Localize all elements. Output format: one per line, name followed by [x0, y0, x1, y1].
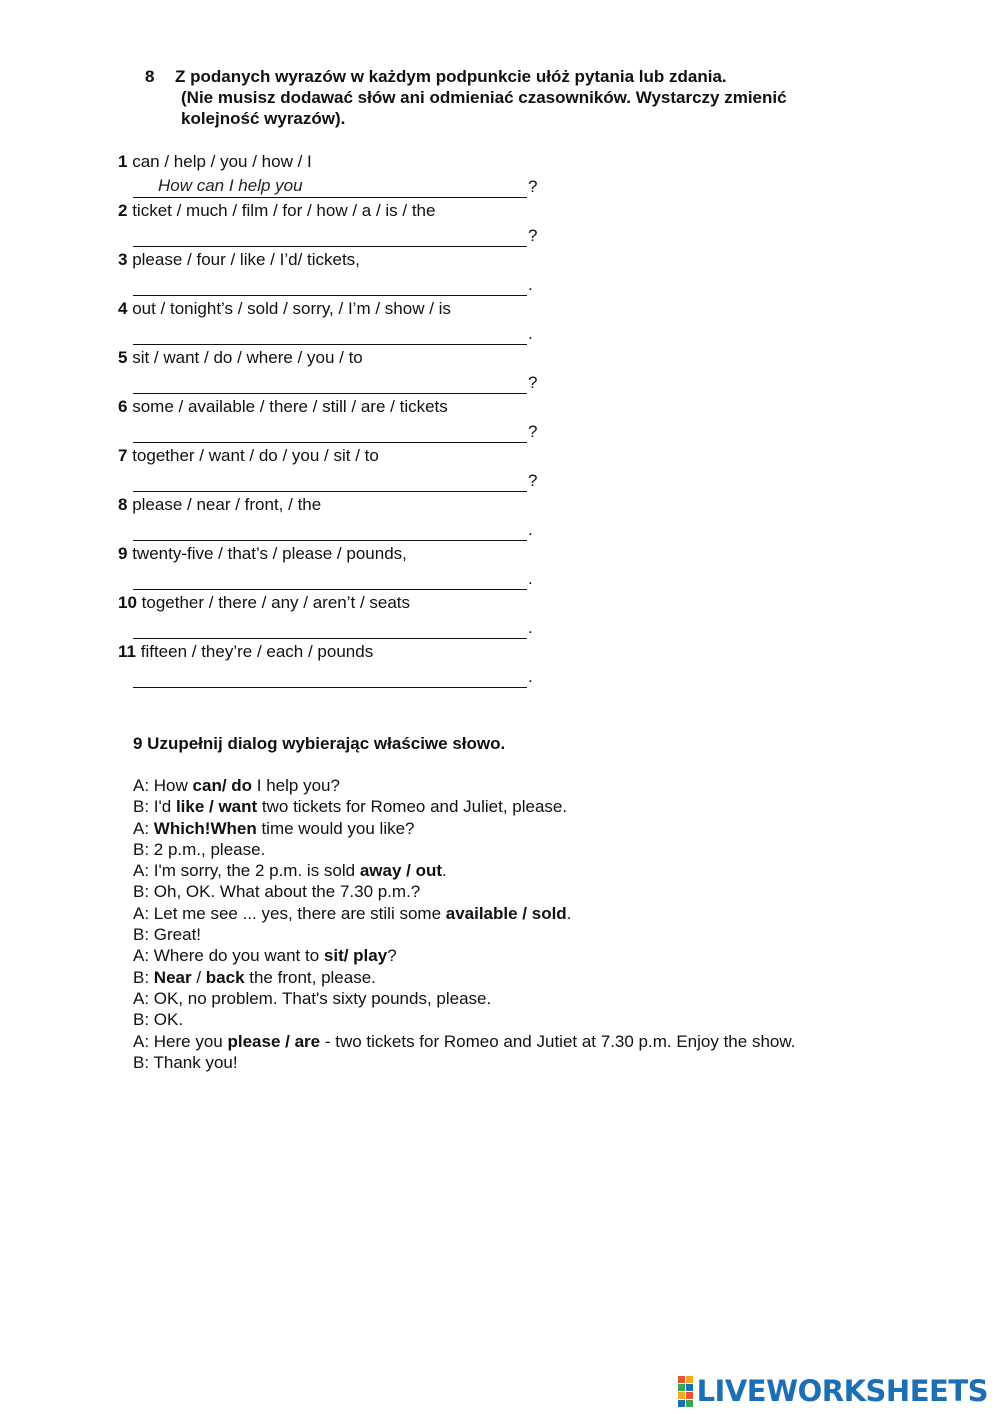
word-choice[interactable]: please / are [227, 1031, 321, 1051]
dialog-text: A: Where do you want to [133, 946, 324, 966]
answer-input[interactable] [133, 615, 527, 639]
answer-row [133, 321, 578, 346]
dialog-text: B: 2 p.m., please. [133, 839, 266, 859]
scrambled-words [118, 297, 578, 321]
exercise-8-items [118, 150, 578, 689]
dialog-text: - two tickets for Romeo and Jutiet at 7.30 p.m. Enjoy the show. [320, 1031, 796, 1051]
scrambled-words [118, 542, 578, 566]
answer-row [133, 517, 578, 542]
word-choice[interactable]: available / sold [445, 903, 567, 923]
exercise-item [118, 395, 578, 444]
dialog-text: two tickets for Romeo and Juliet, please. [257, 797, 568, 817]
scrambled-words [118, 493, 578, 517]
word-list: please / four / like / I’d/ tickets, [132, 250, 360, 269]
item-number: 3 [118, 250, 128, 269]
dialog-text: B: Oh, OK. What about the 7.30 p.m.? [133, 882, 421, 902]
dialog-text: A: [133, 818, 154, 838]
dialog-text: the front, please. [244, 967, 376, 987]
liveworksheets-logo-text: LIVEWORKSHEETS [696, 1374, 988, 1408]
end-punctuation: ? [528, 373, 538, 392]
word-list: sit / want / do / where / you / to [132, 348, 363, 367]
answer-input[interactable] [133, 517, 527, 541]
scrambled-words [118, 150, 578, 174]
answer-input[interactable] [133, 468, 527, 492]
word-choice[interactable]: back [205, 967, 245, 987]
end-punctuation: . [528, 618, 533, 637]
answer-row [133, 272, 578, 297]
end-punctuation: . [528, 569, 533, 588]
word-choice[interactable]: like / want [175, 797, 258, 817]
dialog-line [133, 1009, 893, 1030]
answer-row [133, 664, 578, 689]
exercise-item [118, 542, 578, 591]
item-number: 2 [118, 201, 128, 220]
word-choice[interactable]: can/ do [192, 776, 253, 795]
word-list: please / near / front, / the [132, 495, 322, 514]
end-punctuation: ? [528, 177, 538, 196]
dialog-text: B: I'd [133, 797, 176, 817]
word-list: twenty-five / that’s / please / pounds, [132, 544, 407, 563]
item-number: 4 [118, 299, 128, 318]
word-list: can / help / you / how / I [132, 152, 312, 171]
liveworksheets-logo[interactable] [678, 1376, 988, 1406]
answer-input[interactable] [133, 370, 527, 394]
answer-row [133, 223, 578, 248]
word-choice[interactable]: sit/ play [323, 946, 388, 966]
dialog-line [133, 775, 893, 796]
dialog-line [133, 924, 893, 945]
liveworksheets-logo-icon [678, 1376, 693, 1407]
exercise-9-dialog [133, 775, 893, 1073]
dialog-text: B: Great! [133, 925, 202, 945]
item-number: 9 [118, 544, 128, 563]
item-number: 10 [118, 593, 137, 612]
exercise-item [118, 346, 578, 395]
end-punctuation: . [528, 520, 533, 539]
dialog-line [133, 796, 893, 817]
dialog-text: A: Here you [133, 1031, 228, 1051]
dialog-line [133, 967, 893, 988]
end-punctuation: . [528, 667, 533, 686]
answer-input[interactable] [133, 223, 527, 247]
exercise-8-number: 8 [145, 67, 155, 86]
word-choice[interactable]: Which!When [153, 818, 257, 838]
dialog-line [133, 945, 893, 966]
dialog-line [133, 839, 893, 860]
answer-input[interactable] [133, 419, 527, 443]
answer-input[interactable] [133, 664, 527, 688]
scrambled-words [118, 248, 578, 272]
dialog-line [133, 818, 893, 839]
scrambled-words [118, 640, 578, 664]
answer-input[interactable] [133, 174, 527, 198]
dialog-line [133, 860, 893, 881]
dialog-line [133, 903, 893, 924]
word-list: ticket / much / film / for / how / a / is / the [132, 201, 436, 220]
answer-row [133, 370, 578, 395]
exercise-item [118, 199, 578, 248]
answer-row [133, 174, 578, 199]
dialog-text: A: Let me see ... yes, there are stili some [133, 903, 446, 923]
end-punctuation: ? [528, 226, 538, 245]
exercise-item [118, 297, 578, 346]
answer-row [133, 615, 578, 640]
dialog-text: A: OK, no problem. That's sixty pounds, please. [133, 988, 492, 1008]
dialog-line [133, 1052, 893, 1073]
answer-input[interactable] [133, 272, 527, 296]
scrambled-words [118, 444, 578, 468]
word-choice[interactable]: away / out [359, 861, 443, 881]
end-punctuation: ? [528, 471, 538, 490]
scrambled-words [118, 591, 578, 615]
dialog-text: time would you like? [256, 818, 415, 838]
dialog-text: . [442, 861, 447, 881]
scrambled-words [118, 199, 578, 223]
dialog-text: ? [387, 946, 397, 966]
dialog-line [133, 881, 893, 902]
answer-input[interactable] [133, 321, 527, 345]
word-list: some / available / there / still / are / tickets [132, 397, 448, 416]
exercise-9-instructions: 9 Uzupełnij dialog wybierając właściwe słowo. [133, 734, 506, 753]
exercise-8-title-line-2: (Nie musisz dodawać słów ani odmieniać czasowników. Wystarczy zmienić [181, 88, 787, 107]
answer-row [133, 419, 578, 444]
exercise-8-title-line-3: kolejność wyrazów). [181, 109, 346, 128]
dialog-text: / [191, 967, 206, 987]
word-list: together / there / any / aren’t / seats [141, 593, 411, 612]
dialog-line [133, 988, 893, 1009]
scrambled-words [118, 395, 578, 419]
exercise-item [118, 150, 578, 199]
answer-input[interactable] [133, 566, 527, 590]
dialog-text: B: [133, 967, 154, 987]
exercise-item [118, 493, 578, 542]
item-number: 5 [118, 348, 128, 367]
dialog-text: A: How [133, 776, 193, 795]
item-number: 7 [118, 446, 128, 465]
dialog-text: B: OK. [133, 1010, 184, 1030]
end-punctuation: . [528, 324, 533, 343]
dialog-text: I help you? [252, 776, 340, 795]
answer-row [133, 566, 578, 591]
word-list: together / want / do / you / sit / to [132, 446, 379, 465]
scrambled-words [118, 346, 578, 370]
word-choice[interactable]: Near [153, 967, 192, 987]
end-punctuation: . [528, 275, 533, 294]
item-number: 11 [118, 642, 136, 661]
word-list: out / tonight’s / sold / sorry, / I’m / show / is [132, 299, 451, 318]
dialog-text: B: Thank you! [133, 1052, 238, 1072]
item-number: 1 [118, 152, 128, 171]
exercise-item [118, 591, 578, 640]
item-number: 8 [118, 495, 128, 514]
exercise-item [118, 248, 578, 297]
word-list: fifteen / they’re / each / pounds [140, 642, 374, 661]
dialog-text: A: I'm sorry, the 2 p.m. is sold [133, 861, 360, 881]
exercise-8-title-line-1: Z podanych wyrazów w każdym podpunkcie ułóż pytania lub zdania. [175, 67, 727, 86]
exercise-item [118, 640, 578, 689]
answer-row [133, 468, 578, 493]
dialog-text: . [566, 903, 572, 923]
end-punctuation: ? [528, 422, 538, 441]
exercise-8-instructions [145, 66, 865, 129]
dialog-line [133, 1031, 893, 1052]
item-number: 6 [118, 397, 128, 416]
exercise-item [118, 444, 578, 493]
